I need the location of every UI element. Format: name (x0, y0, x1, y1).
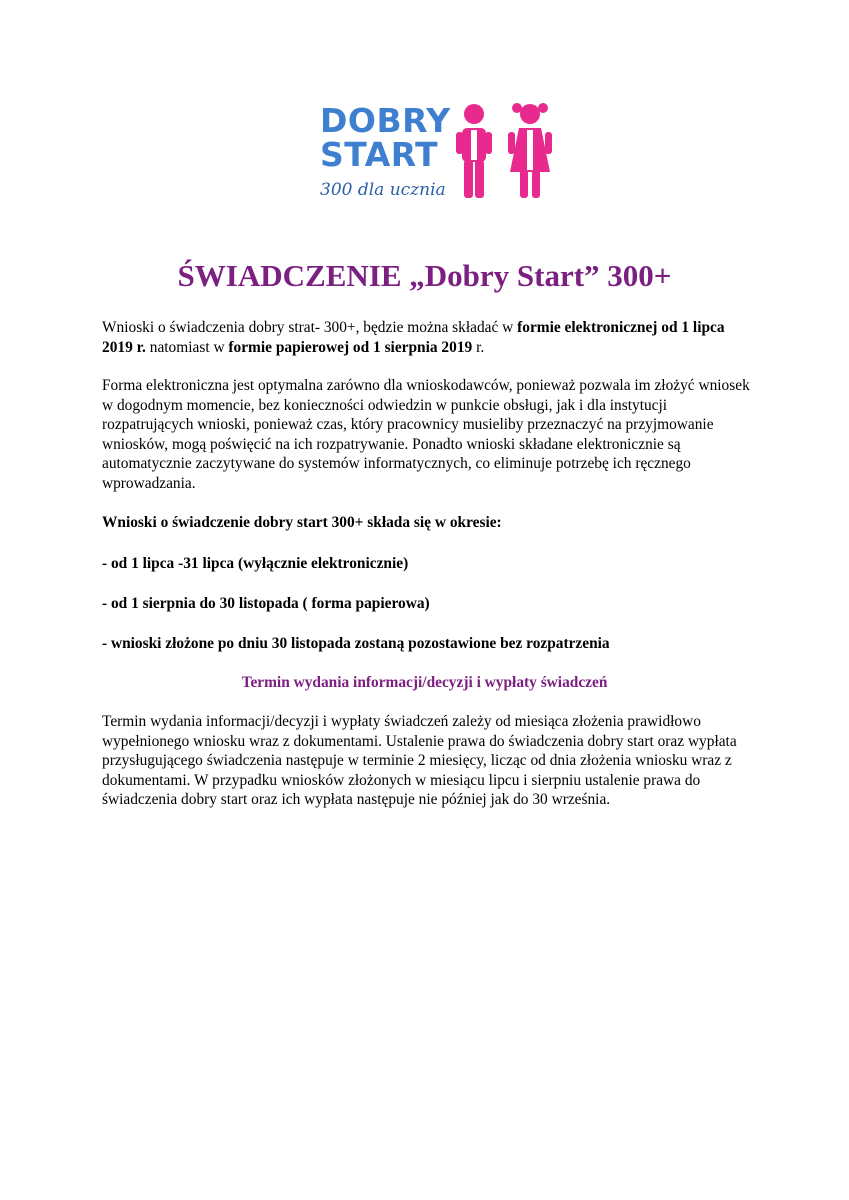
logo-tagline: 300 dla ucznia (320, 180, 446, 200)
intro-text-3: r. (472, 338, 485, 356)
electronic-form-paragraph: Forma elektroniczna jest optymalna zarówno dla wnioskodawców, ponieważ pozwala im złożyć wniosek w dogodnym momencie, bez konieczności odwiedzin w punkcie obsługi, jak i dla instytucji rozpatrujących wnioski, ponieważ czas, który pracownicy musieliby przeznaczyć na przyjmowanie wniosków, mogą poświęcić na ich rozpatrywanie. Ponadto wnioski składane elektronicznie są automatycznie zaczytywane do systemów informatycznych, co eliminuje potrzebę ich ręcznego wprowadzania. (102, 377, 750, 492)
intro-text-1: Wnioski o świadczenia dobry strat- 300+, będzie można składać w (102, 319, 518, 336)
payment-deadline-paragraph: Termin wydania informacji/decyzji i wypłaty świadczeń zależy od miesiąca złożenia prawidłowo wypełnionego wniosku wraz z dokumentami. Ustalenie prawa do świadczenia dobry start oraz wypłata przysługującego świadczenia następuje w terminie 2 miesięcy, licząc od dnia złożenia wniosku wraz z dokumentami. W przypadku wniosków złożonych w miesiącu lipcu i sierpniu ustalenie prawa do świadczenia dobry start oraz ich wypłata następuje nie później jak do 30 września. (102, 713, 737, 808)
dobry-start-logo (316, 100, 556, 215)
period-item-late-applications: - wnioski złożone po dniu 30 listopada zostaną pozostawione bez rozpatrzenia (102, 635, 610, 652)
period-item-july: - od 1 lipca -31 lipca (wyłącznie elektronicznie) (102, 555, 409, 572)
page-title: ŚWIADCZENIE „Dobry Start” 300+ (177, 258, 672, 293)
intro-paragraph (102, 318, 752, 357)
intro-bold-electronic: formie elektronicznej od 1 lipca 2019 r. (102, 319, 725, 356)
intro-text-2: natomiast w (145, 338, 229, 356)
payment-deadline-heading: Termin wydania informacji/decyzji i wypłaty świadczeń (241, 674, 608, 691)
intro-bold-paper: formie papierowej od 1 sierpnia 2019 (228, 338, 473, 356)
periods-heading: Wnioski o świadczenie dobry start 300+ składa się w okresie: (102, 514, 502, 531)
logo-word-dobry: DOBRY (320, 101, 451, 140)
children-icon (452, 102, 558, 202)
logo-word-start: START (320, 135, 439, 174)
period-item-august-november: - od 1 sierpnia do 30 listopada ( forma papierowa) (102, 595, 430, 612)
